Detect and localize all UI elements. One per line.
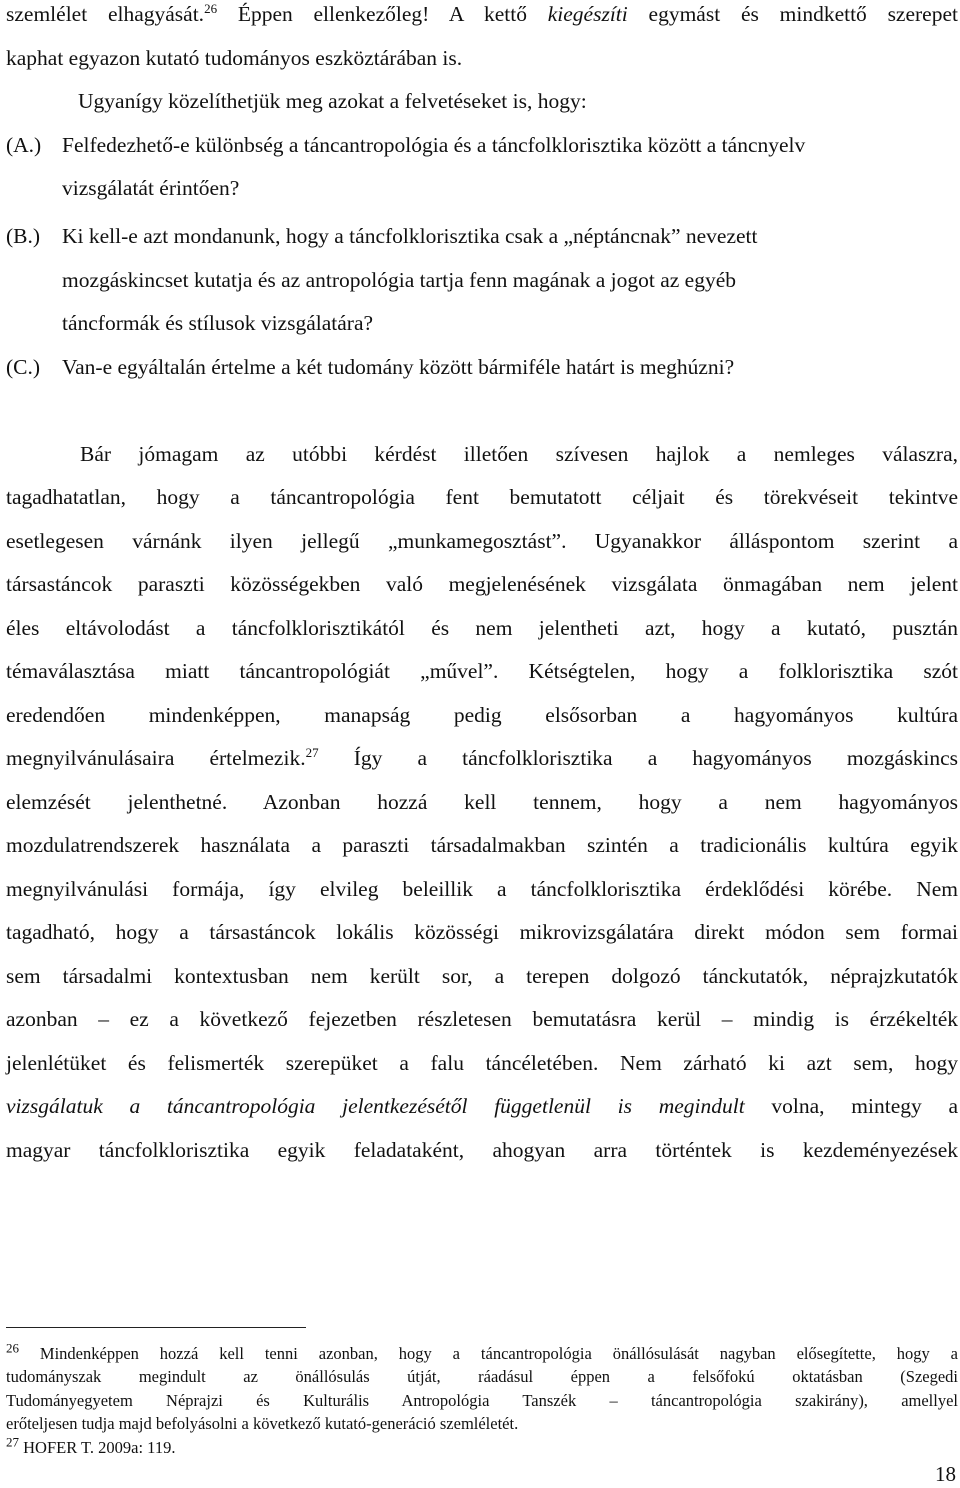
paragraph-line: éles eltávolodást a táncfolklorisztikától és nem jelentheti azt, hogy a kutató, pusztán	[6, 616, 958, 640]
question-a-line-1: Felfedezhető-e különbség a táncantropológia és a táncfolklorisztika között a táncnyelv	[62, 133, 806, 157]
text-span: megnyilvánulásaira értelmezik.	[6, 746, 306, 770]
paragraph-line: azonban – ez a következő fejezetben részletesen bemutatásra kerül – mindig is érzékelték	[6, 1007, 958, 1031]
paragraph-line: megnyilvánulási formája, így elvileg beleillik a táncfolklorisztika érdeklődési körébe. Nem	[6, 877, 958, 901]
footnote-number: 26	[6, 1340, 19, 1356]
paragraph-line: Bár jómagam az utóbbi kérdést illetően szívesen hajlok a nemleges válaszra,	[80, 442, 958, 466]
paragraph-line: esetlegesen várnánk ilyen jellegű „munkamegosztást”. Ugyanakkor álláspontom szerint a	[6, 529, 958, 553]
page-number: 18	[935, 1462, 956, 1486]
paragraph-line: sem társadalmi kontextusban nem került sor, a terepen dolgozó tánckutatók, néprajzkutatók	[6, 964, 958, 988]
text-span: Mindenképpen hozzá kell tenni azonban, hogy a táncantropológia önállósulását nagyban elősegítette, hogy a	[19, 1344, 958, 1363]
footnote-26-line-3: Tudományegyetem Néprajzi és Kulturális Antropológia Tanszék – táncantropológia szakirány), amellyel	[6, 1391, 958, 1410]
intro-line-1	[6, 0, 958, 28]
footnote-27	[6, 1434, 958, 1458]
text-span: Így a táncfolklorisztika a hagyományos mozgáskincs	[318, 746, 958, 770]
paragraph-line: eredendően mindenképpen, manapság pedig elsősorban a hagyományos kultúra	[6, 703, 958, 727]
emphasis-text: vizsgálatuk a táncantropológia jelentkezésétől függetlenül is megindult	[6, 1094, 745, 1118]
paragraph-line: témaválasztása miatt táncantropológiát „művel”. Kétségtelen, hogy a folklorisztika szót	[6, 659, 958, 683]
paragraph-line-with-footnote	[6, 744, 958, 772]
footnote-26-line-2: tudományszak megindult az önállósulás útját, ráadásul éppen a felsőfokú oktatásban (Szegedi	[6, 1367, 958, 1386]
text-span: Éppen ellenkezőleg! A kettő	[217, 2, 548, 26]
paragraph-line: tagadható, hogy a társastáncok lokális közösségi mikrovizsgálatára direkt módon sem formai	[6, 920, 958, 944]
question-b-line-2: mozgáskincset kutatja és az antropológia tartja fenn magának a jogot az egyéb	[62, 268, 736, 292]
paragraph-line: elemzését jelenthetné. Azonban hozzá kell tennem, hogy a nem hagyományos	[6, 790, 958, 814]
paragraph-line: mozdulatrendszerek használata a paraszti társadalmakban szintén a tradicionális kultúra egyik	[6, 833, 958, 857]
footnote-separator	[6, 1327, 306, 1328]
footnote-ref-26[interactable]: 26	[204, 0, 218, 16]
text-span: egymást és mindkettő szerepet	[627, 2, 958, 26]
question-c-line-1: Van-e egyáltalán értelme a két tudomány között bármiféle határt is meghúzni?	[62, 355, 735, 379]
text-span: volna, mintegy a	[744, 1094, 958, 1118]
footnote-ref-27[interactable]: 27	[305, 744, 319, 760]
question-label-b: (B.)	[6, 224, 41, 248]
question-label-c: (C.)	[6, 355, 41, 379]
paragraph-line: magyar táncfolklorisztika egyik feladataként, ahogyan arra történtek is kezdeményezések	[6, 1138, 958, 1162]
author-name: HOFER	[19, 1438, 78, 1457]
paragraph-line: társastáncok paraszti közösségekben való megjelenésének vizsgálata önmagában nem jelent	[6, 572, 958, 596]
emphasis-text: kiegészíti	[547, 2, 628, 26]
intro-line-3: Ugyanígy közelíthetjük meg azokat a felvetéseket is, hogy:	[78, 89, 587, 113]
question-b-line-1: Ki kell-e azt mondanunk, hogy a táncfolklorisztika csak a „néptáncnak” nevezett	[62, 224, 758, 248]
text-span: T. 2009a: 119.	[77, 1438, 176, 1457]
paragraph-line: tagadhatatlan, hogy a táncantropológia fent bemutatott céljait és törekvéseit tekintve	[6, 485, 958, 509]
footnote-26-line-4: erőteljesen tudja majd befolyásolni a következő kutató-generáció szemléletét.	[6, 1414, 519, 1433]
footnote-number: 27	[6, 1434, 19, 1450]
question-a-line-2: vizsgálatát érintően?	[62, 176, 240, 200]
question-b-line-3: táncformák és stílusok vizsgálatára?	[62, 311, 374, 335]
intro-line-2: kaphat egyazon kutató tudományos eszköztárában is.	[6, 46, 463, 70]
question-label-a: (A.)	[6, 133, 42, 157]
paragraph-line: jelenlétüket és felismerték szerepüket a falu táncéletében. Nem zárható ki azt sem, hogy	[6, 1051, 958, 1075]
footnote-26-line-1	[6, 1340, 958, 1364]
paragraph-line-italic	[6, 1092, 958, 1120]
text-span: szemlélet elhagyását.	[6, 2, 205, 26]
